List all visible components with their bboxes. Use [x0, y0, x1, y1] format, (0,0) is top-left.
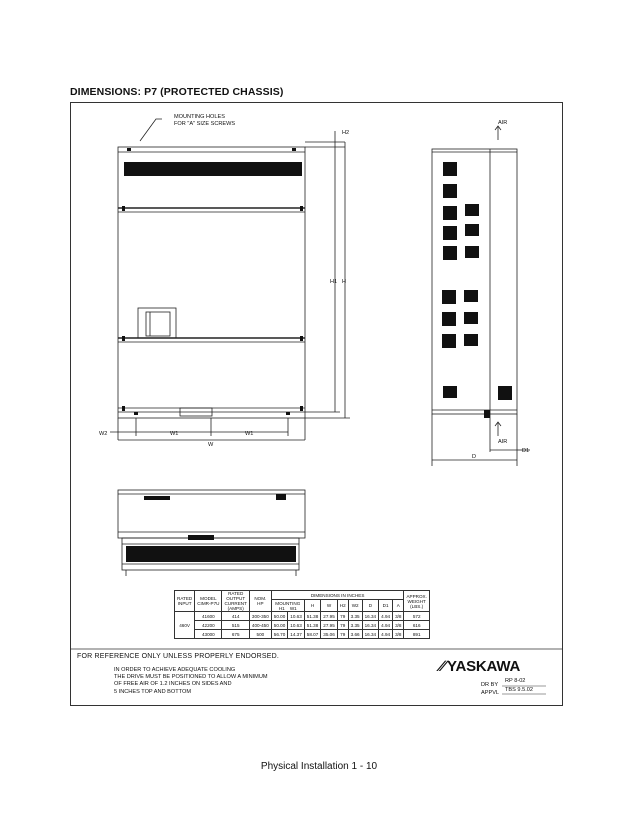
note-line: IN ORDER TO ACHIEVE ADEQUATE COOLING [114, 667, 236, 673]
label-air-bottom: AIR [498, 439, 508, 445]
th-mounting: MOUNTING H1 W1 [271, 600, 304, 612]
th-col-d: D [362, 600, 379, 612]
cooling-note [114, 667, 268, 696]
th-col-h: H [304, 600, 321, 612]
page-heading: DIMENSIONS: P7 (PROTECTED CHASSIS) [70, 86, 284, 98]
label-w1-left: W1 [170, 431, 179, 437]
label-w1-right: W1 [245, 431, 254, 437]
th-nom-hp: NOM. HP [249, 591, 271, 612]
callout-line-1: MOUNTING HOLES [174, 114, 225, 120]
table-row: 43000 675 500 56.70 14.37 58.07 35.06 79 3.66 16.34 4.94 3/8 891 [175, 630, 430, 639]
note-line: THE DRIVE MUST BE POSITIONED TO ALLOW A MINIMUM [114, 674, 268, 681]
front-view-outline [118, 147, 305, 418]
th-col-w2: W2 [348, 600, 362, 612]
input-voltage: 460V [175, 612, 195, 639]
page-footer: Physical Installation 1 - 10 [260, 761, 378, 772]
th-dimensions: DIMENSIONS IN INCHES [271, 591, 404, 600]
reference-notice: FOR REFERENCE ONLY UNLESS PROPERLY ENDORSED. [77, 653, 279, 660]
label-h2: H2 [342, 130, 350, 136]
dr-by-value: RP 8-02 [505, 678, 526, 684]
th-rated-output: RATED OUTPUT CURRENT (AMPS) [222, 591, 249, 612]
th-col-h2: H2 [337, 600, 348, 612]
th-col-d1: D1 [379, 600, 393, 612]
table-row: 42200 515 400-450 50.00 10.63 51.38 27.95 79 3.35 16.34 4.94 3/8 616 [175, 621, 430, 630]
dr-by-label: DR BY [481, 682, 499, 688]
th-weight: APPROX. WEIGHT (LBS.) [404, 591, 429, 612]
appvl-label: APPVL [481, 690, 500, 696]
label-w2: W2 [99, 431, 108, 437]
table-row: 460V 41600 414 300-350 50.00 10.63 51.38 27.95 79 3.35 16.34 4.94 3/8 572 [175, 612, 430, 621]
label-h: H [342, 279, 347, 285]
yaskawa-logo [440, 656, 558, 676]
label-d: D [472, 454, 477, 460]
th-col-a: A [393, 600, 404, 612]
th-col-w: W [321, 600, 338, 612]
label-air-top: AIR [498, 120, 508, 126]
appvl-value: TBS 9.5.02 [505, 687, 533, 693]
label-w: W [208, 442, 214, 448]
label-d1: D1 [522, 448, 530, 454]
dimension-table [174, 590, 430, 639]
th-model: MODEL CIMR-P7U [195, 591, 222, 612]
note-line: OF FREE AIR OF 1.2 INCHES ON SIDES AND [114, 681, 232, 688]
logo-text: YASKAWA [447, 657, 521, 675]
th-rated-input: RATED INPUT [175, 591, 195, 612]
label-h1: H1 [330, 279, 338, 285]
callout-line-2: FOR "A" SIZE SCREWS [174, 121, 236, 127]
note-line: 5 INCHES TOP AND BOTTOM [114, 688, 191, 695]
logo-mark-icon: ∕∕ [438, 657, 447, 675]
